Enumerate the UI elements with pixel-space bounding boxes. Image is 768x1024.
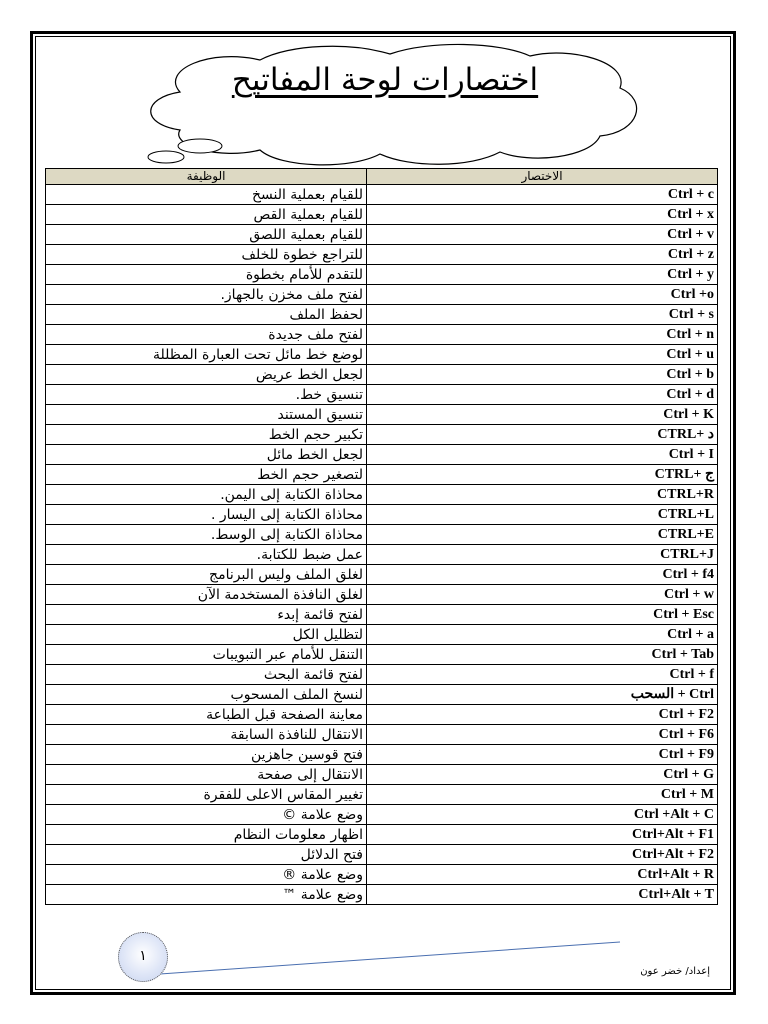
shortcut-cell: Ctrl + z — [367, 245, 718, 265]
shortcut-cell: Ctrl+Alt + F1 — [367, 825, 718, 845]
function-cell: لغلق الملف وليس البرنامج — [46, 565, 367, 585]
function-cell: فتح الدلائل — [46, 845, 367, 865]
function-cell: لجعل الخط مائل — [46, 445, 367, 465]
function-cell: محاذاة الكتابة إلى اليمن. — [46, 485, 367, 505]
page-title: اختصارات لوحة المفاتيح — [231, 62, 539, 98]
function-cell: الانتقال إلى صفحة — [46, 765, 367, 785]
function-cell: لجعل الخط عريض — [46, 365, 367, 385]
shortcut-cell: CTRL+ د — [367, 425, 718, 445]
shortcut-cell: السحب + Ctrl — [367, 685, 718, 705]
function-cell: لغلق النافذة المستخدمة الآن — [46, 585, 367, 605]
shortcut-cell: Ctrl + F2 — [367, 705, 718, 725]
shortcut-cell: Ctrl + f — [367, 665, 718, 685]
shortcut-cell: Ctrl + y — [367, 265, 718, 285]
function-cell: وضع علامة ™ — [46, 885, 367, 905]
shortcut-cell: Ctrl + u — [367, 345, 718, 365]
shortcut-cell: CTRL+ ج — [367, 465, 718, 485]
function-cell: للقيام بعملية القص — [46, 205, 367, 225]
shortcut-cell: Ctrl + M — [367, 785, 718, 805]
function-cell: لحفظ الملف — [46, 305, 367, 325]
shortcut-cell: Ctrl +o — [367, 285, 718, 305]
function-cell: للتقدم للأمام بخطوة — [46, 265, 367, 285]
function-cell: تكبير حجم الخط — [46, 425, 367, 445]
function-cell: التنقل للأمام عبر التبويبات — [46, 645, 367, 665]
function-cell: اظهار معلومات النظام — [46, 825, 367, 845]
shortcut-cell: Ctrl + F9 — [367, 745, 718, 765]
page-number: ١ — [118, 932, 168, 982]
shortcut-cell: Ctrl + F6 — [367, 725, 718, 745]
function-cell: تنسيق المستند — [46, 405, 367, 425]
header-function: الوظيفة — [46, 169, 367, 185]
function-cell: لفتح ملف مخزن بالجهاز. — [46, 285, 367, 305]
function-cell: لتصغير حجم الخط — [46, 465, 367, 485]
shortcut-cell: Ctrl + n — [367, 325, 718, 345]
shortcut-cell: Ctrl + w — [367, 585, 718, 605]
shortcut-cell: Ctrl + K — [367, 405, 718, 425]
shortcut-cell: Ctrl + I — [367, 445, 718, 465]
function-cell: وضع علامة © — [46, 805, 367, 825]
shortcut-cell: CTRL+R — [367, 485, 718, 505]
shortcut-cell: Ctrl + G — [367, 765, 718, 785]
shortcut-cell: Ctrl+Alt + R — [367, 865, 718, 885]
function-cell: للقيام بعملية اللصق — [46, 225, 367, 245]
shortcut-cell: Ctrl + s — [367, 305, 718, 325]
function-cell: لتظليل الكل — [46, 625, 367, 645]
function-cell: الانتقال للنافذة السابقة — [46, 725, 367, 745]
shortcut-cell: CTRL+J — [367, 545, 718, 565]
function-cell: لفتح ملف جديدة — [46, 325, 367, 345]
shortcut-cell: Ctrl + Tab — [367, 645, 718, 665]
function-cell: تنسيق خط. — [46, 385, 367, 405]
function-cell: لفتح قائمة إبدء — [46, 605, 367, 625]
shortcut-cell: Ctrl+Alt + F2 — [367, 845, 718, 865]
shortcut-cell: CTRL+L — [367, 505, 718, 525]
shortcut-cell: Ctrl+Alt + T — [367, 885, 718, 905]
function-cell: لفتح قائمة البحث — [46, 665, 367, 685]
function-cell: معاينة الصفحة قبل الطباعة — [46, 705, 367, 725]
shortcut-cell: Ctrl + b — [367, 365, 718, 385]
shortcut-cell: Ctrl + f4 — [367, 565, 718, 585]
author-credit: إعداد/ خضر عون — [640, 966, 710, 977]
function-cell: للتراجع خطوة للخلف — [46, 245, 367, 265]
shortcut-cell: Ctrl + d — [367, 385, 718, 405]
shortcut-cell: Ctrl + x — [367, 205, 718, 225]
function-cell: عمل ضبط للكتابة. — [46, 545, 367, 565]
header-shortcut: الاختصار — [367, 169, 718, 185]
shortcut-cell: Ctrl + v — [367, 225, 718, 245]
function-cell: لوضع خط مائل تحت العبارة المظللة — [46, 345, 367, 365]
function-cell: محاذاة الكتابة إلى الوسط. — [46, 525, 367, 545]
shortcut-cell: Ctrl + Esc — [367, 605, 718, 625]
shortcut-cell: CTRL+E — [367, 525, 718, 545]
shortcut-cell: Ctrl +Alt + C — [367, 805, 718, 825]
function-cell: وضع علامة ® — [46, 865, 367, 885]
function-cell: فتح قوسين جاهزين — [46, 745, 367, 765]
function-cell: تغيير المقاس الاعلى للفقرة — [46, 785, 367, 805]
shortcut-cell: Ctrl + a — [367, 625, 718, 645]
shortcut-cell: Ctrl + c — [367, 185, 718, 205]
function-cell: للقيام بعملية النسخ — [46, 185, 367, 205]
function-cell: لنسخ الملف المسحوب — [46, 685, 367, 705]
function-cell: محاذاة الكتابة إلى اليسار . — [46, 505, 367, 525]
